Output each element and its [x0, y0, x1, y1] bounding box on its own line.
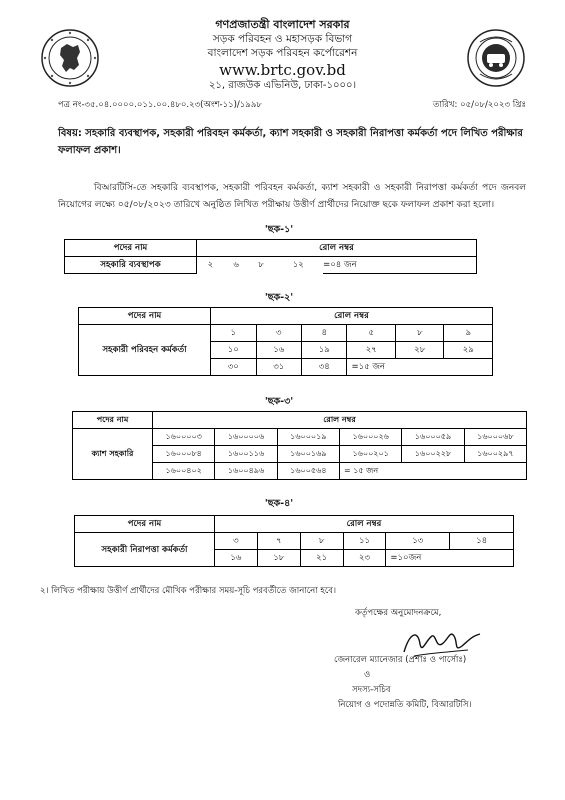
roll-cell: ১৬০০০৬৮: [464, 429, 526, 446]
roll-header: রোল নম্বর: [211, 308, 493, 325]
roll-cell: ২৯: [444, 342, 493, 359]
roll-cell: ৭: [257, 533, 300, 550]
roll-cell: ৩: [215, 533, 258, 550]
memo-date: তারিখ: ০৫/০৮/২০২৩ খ্রিঃ: [432, 100, 526, 110]
post-name: সহকারী পরিবহন কর্মকর্তা: [79, 325, 211, 376]
post-header: পদের নাম: [65, 240, 197, 257]
signature-block: [334, 653, 534, 713]
roll-cell: ১৬০০০২৬: [340, 429, 402, 446]
table-3: [72, 411, 527, 480]
roll-cell: ১৮: [257, 550, 300, 567]
division-name: সড়ক পরিবহন ও মহাসড়ক বিভাগ: [212, 33, 353, 45]
roll-cell: ৫: [347, 325, 396, 342]
roll-cell: ১৬০০১৬৯: [277, 446, 339, 463]
roll-cell: ৮: [396, 325, 444, 342]
note-line: ২। লিখিত পরীক্ষায় উত্তীর্ণ প্রার্থীদের মৌখিক পরীক্ষার সময়-সূচি পরবর্তীতে জানানো হবে।: [40, 586, 337, 596]
post-name: সহকারী নিরাপত্তা কর্মকর্তা: [75, 533, 215, 567]
roll-cell: ৪: [302, 325, 347, 342]
post-header: পদের নাম: [79, 308, 211, 325]
post-header: পদের নাম: [73, 412, 153, 429]
roll-cell: ১৬০০০৫৯: [402, 429, 464, 446]
table-1: [64, 239, 477, 274]
memo-number: পত্র নং-৩৫.০৪.০০০০.০১১.০০.৪৮০.২৩(অংশ-১১)/১৯৯৮: [58, 100, 262, 110]
roll-header: রোল নম্বর: [215, 516, 514, 533]
roll-cell: ১৬০০৫৬৪: [277, 463, 339, 480]
table-2-title: 'ছক-২': [264, 292, 294, 303]
roll-cell: ১৬০০৪০২: [153, 463, 215, 480]
roll-cell: ৩: [256, 325, 301, 342]
roll-cell: ১৬০০২০১: [340, 446, 402, 463]
table-1-title: 'ছক-১': [264, 224, 294, 235]
roll-cell: ২: [207, 260, 214, 271]
roll-cell: ১০: [211, 342, 257, 359]
post-name: সহকারি ব্যবস্থাপক: [65, 257, 197, 274]
roll-cell: ৩০: [211, 359, 257, 376]
roll-cell: ১: [211, 325, 257, 342]
roll-cell: ২১: [300, 550, 343, 567]
designation: জেনারেল ম্যানেজার (প্রশাঃ ও পার্সোঃ): [334, 655, 467, 665]
roll-cell: ১৬০০০৮৪: [153, 446, 215, 463]
post-header: পদের নাম: [75, 516, 215, 533]
roll-cell: ৩১: [256, 359, 301, 376]
government-name: গণপ্রজাতন্ত্রী বাংলাদেশ সরকার: [215, 18, 350, 31]
address: ২১, রাজউক এভিনিউ, ঢাকা-১০০০।: [208, 80, 357, 91]
roll-cell: ২৭: [347, 342, 396, 359]
total-count: =১০জন: [386, 550, 514, 567]
approval-line: কর্তৃপক্ষের অনুমোদনক্রমে,: [355, 608, 442, 618]
roll-cell: ১১: [343, 533, 386, 550]
roll-cell: ১৬০০২২৮: [402, 446, 464, 463]
total-count: = ১৫ জন: [340, 463, 527, 480]
roll-cell: ১৬০০০০৩: [153, 429, 215, 446]
roll-cell: ১৬০০০০৬: [215, 429, 277, 446]
roll-cell: ৬: [233, 260, 239, 271]
table-2: [78, 307, 493, 376]
roll-cell: ৮: [258, 260, 264, 271]
roll-cell: ১৬: [215, 550, 258, 567]
body-paragraph: বিআরটিসি-তে সহকারি ব্যবস্থাপক, সহকারী পরিবহন কর্মকর্তা, ক্যাশ সহকারী ও সহকারী নিরাপত্তা কর্মকর্তা পদে জনবল নিয়োগের লক্ষ্যে ০৫/০৮/২০২৩ তারিখে অনুষ্ঠিত লিখিত পরীক্ষায় উত্তীর্ণ প্রার্থীদের নিয়োক্ত ছকে ফলাফল প্রকাশ করা হলো।: [58, 183, 526, 210]
corporation-name: বাংলাদেশ সড়ক পরিবহন কর্পোরেশন: [207, 47, 358, 59]
table-4: [74, 515, 514, 567]
table-4-title: 'ছক-৪': [264, 498, 294, 509]
committee-name: নিয়োগ ও পদোন্নতি কমিটি, বিআরটিসি।: [338, 700, 472, 710]
website: www.brtc.gov.bd: [219, 61, 346, 79]
roll-cell: ১৬০০২৯৭: [464, 446, 526, 463]
roll-cell: ১৯: [302, 342, 347, 359]
roll-cell: ১৬০০১১৬: [215, 446, 277, 463]
conjunction: ও: [364, 670, 371, 680]
post-name: ক্যাশ সহকারি: [73, 429, 153, 480]
roll-cell: ২৮: [396, 342, 444, 359]
total-count: =০৪ জন: [323, 257, 476, 274]
brtc-emblem-icon: [466, 28, 526, 88]
roll-cell: ১৩: [386, 533, 450, 550]
roll-cell: ১৪: [450, 533, 514, 550]
roll-cell: ৯: [444, 325, 493, 342]
subject-line: বিষয়: সহকারি ব্যবস্থাপক, সহকারী পরিবহন কর্মকর্তা, ক্যাশ সহকারী ও সহকারী নিরাপত্তা কর্মকর্তা পদে লিখিত পরীক্ষার ফলাফল প্রকাশ।: [58, 128, 523, 156]
roll-cell: ২৩: [343, 550, 386, 567]
letterhead: [120, 18, 445, 93]
roll-cell: ৮: [300, 533, 343, 550]
roll-cell: ১৬: [256, 342, 301, 359]
government-seal-icon: [40, 28, 100, 88]
table-3-title: 'ছক-৩': [264, 396, 294, 407]
roll-cell: ১৬০০০১৯: [277, 429, 339, 446]
roll-cell: ১৬০০৪৯৬: [215, 463, 277, 480]
roll-header: রোল নম্বর: [153, 412, 527, 429]
member-title: সদস্য-সচিব: [352, 685, 391, 695]
roll-cell: ৩৪: [302, 359, 347, 376]
roll-cell: ১২: [292, 260, 304, 271]
roll-header: রোল নম্বর: [197, 240, 477, 257]
total-count: =১৫ জন: [347, 359, 493, 376]
